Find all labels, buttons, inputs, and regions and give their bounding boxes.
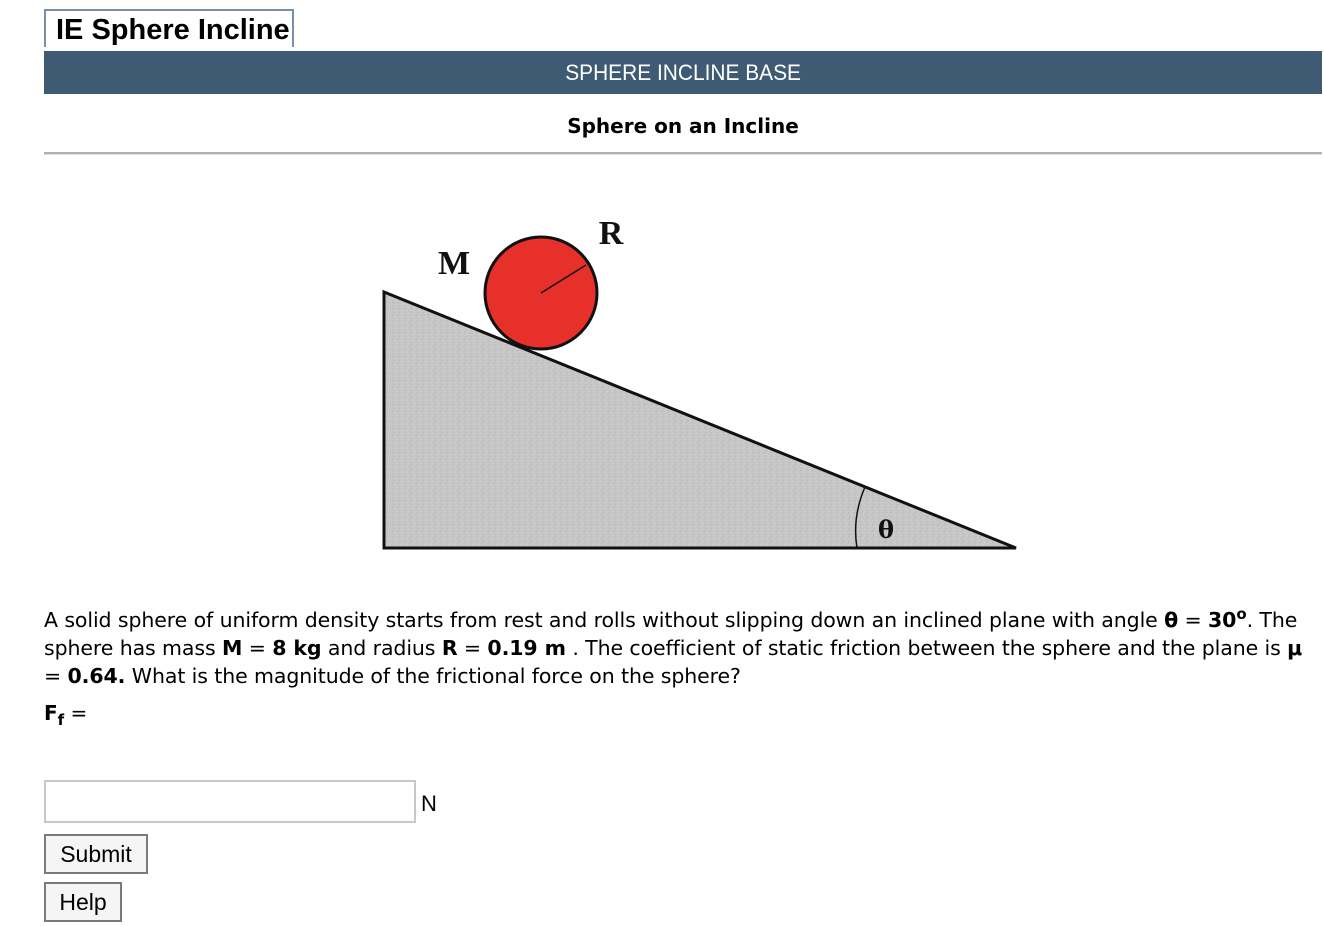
mass-symbol: M xyxy=(221,635,243,660)
incline-diagram xyxy=(380,212,1025,558)
unit-label: N xyxy=(421,791,437,816)
mass-value: 8 kg xyxy=(272,635,322,660)
banner-title: SPHERE INCLINE BASE xyxy=(565,60,801,85)
help-button[interactable]: Help xyxy=(44,882,122,922)
radius-symbol: R xyxy=(441,635,458,660)
problem-title-tab xyxy=(44,9,294,47)
incline-plane xyxy=(384,292,1016,548)
radius-label: R xyxy=(598,215,624,252)
mu-value: 0.64. xyxy=(67,663,126,688)
theta-value: 30$^o$ xyxy=(1208,605,1247,632)
mu-symbol: μ xyxy=(1287,635,1303,660)
divider xyxy=(44,152,1322,155)
theta-symbol: θ xyxy=(1164,607,1179,632)
submit-button[interactable]: Submit xyxy=(44,834,148,874)
page-subtitle: Sphere on an Incline xyxy=(567,114,799,138)
problem-statement: A solid sphere of uniform density starts from rest and rolls without slipping down an inclined plane with angle $\theta = 30^o$. The sphere has mass M = 8 kg and radius R = 0.19 m . The coefficient of static friction between the sphere and the plane is μ = 0.64. What is the magnitude of the frictional force on the sphere? xyxy=(44,605,1303,688)
problem-title: IE Sphere Incline xyxy=(56,14,290,46)
mass-label: M xyxy=(437,245,471,282)
answer-label: $F_f$ = xyxy=(44,701,88,729)
section-banner xyxy=(44,51,1322,94)
angle-label: θ xyxy=(877,515,895,544)
radius-value: 0.19 m xyxy=(487,635,566,660)
answer-input[interactable] xyxy=(44,780,416,823)
